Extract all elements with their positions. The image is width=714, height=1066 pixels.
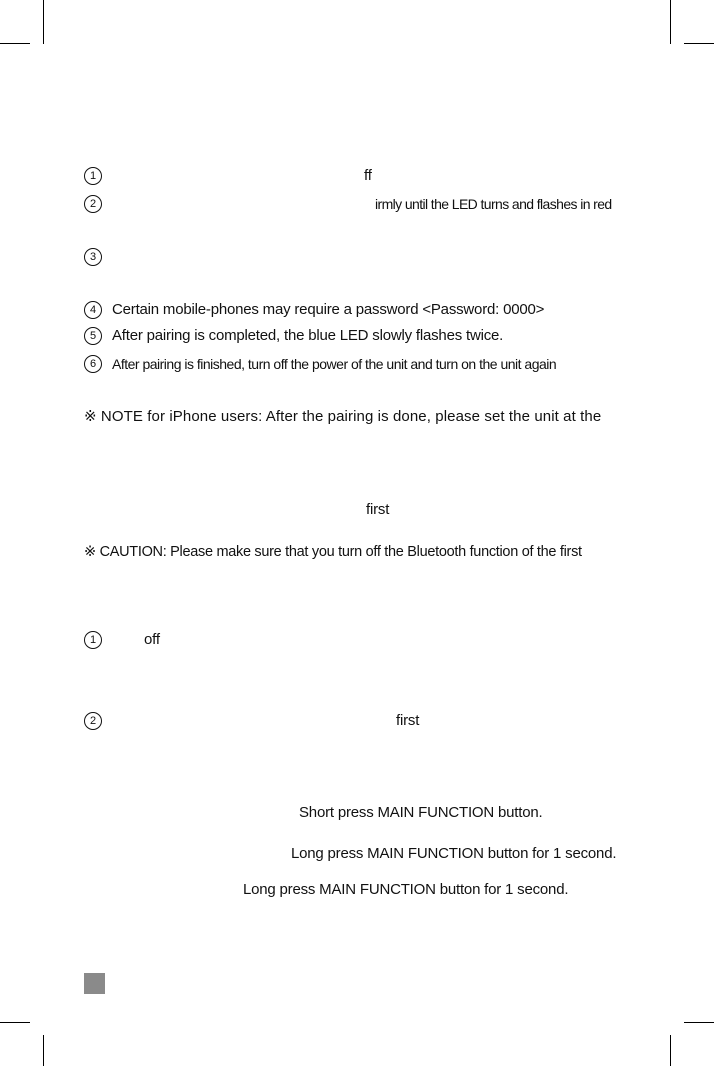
step-number-4: 4 bbox=[84, 301, 102, 319]
step-number-3: 3 bbox=[84, 248, 102, 266]
long-press-instruction-1: Long press MAIN FUNCTION button for 1 second. bbox=[291, 845, 617, 862]
step5-text: After pairing is completed, the blue LED slowly flashes twice. bbox=[112, 327, 504, 344]
page-marker-square bbox=[84, 973, 105, 994]
crop-mark-top-left-v bbox=[43, 0, 44, 44]
section2-item2-fragment: first bbox=[396, 712, 420, 729]
step2-fragment: irmly until the LED turns and flashes in red bbox=[375, 196, 612, 212]
crop-mark-bottom-right-v bbox=[670, 1035, 671, 1066]
crop-mark-top-right-v bbox=[670, 0, 671, 44]
step-number-2: 2 bbox=[84, 195, 102, 213]
step-number-1: 1 bbox=[84, 167, 102, 185]
crop-mark-bottom-left-v bbox=[43, 1035, 44, 1066]
long-press-instruction-2: Long press MAIN FUNCTION button for 1 second. bbox=[243, 881, 569, 898]
crop-mark-bottom-right-h bbox=[684, 1022, 714, 1023]
short-press-instruction: Short press MAIN FUNCTION button. bbox=[299, 804, 543, 821]
section2-number-2: 2 bbox=[84, 712, 102, 730]
first-fragment: first bbox=[366, 501, 390, 518]
iphone-note: ※ NOTE for iPhone users: After the pairing is done, please set the unit at the bbox=[84, 408, 602, 425]
caution-text: ※ CAUTION: Please make sure that you turn off the Bluetooth function of the first bbox=[84, 544, 582, 560]
crop-mark-top-left-h bbox=[0, 43, 30, 44]
step1-fragment: ff bbox=[364, 167, 372, 184]
step-number-5: 5 bbox=[84, 327, 102, 345]
section2-number-1: 1 bbox=[84, 631, 102, 649]
step-number-6: 6 bbox=[84, 355, 102, 373]
step4-text: Certain mobile-phones may require a password <Password: 0000> bbox=[112, 301, 545, 318]
section2-item1-fragment: off bbox=[144, 631, 160, 648]
step6-text: After pairing is finished, turn off the power of the unit and turn on the unit again bbox=[112, 356, 557, 372]
crop-mark-top-right-h bbox=[684, 43, 714, 44]
crop-mark-bottom-left-h bbox=[0, 1022, 30, 1023]
